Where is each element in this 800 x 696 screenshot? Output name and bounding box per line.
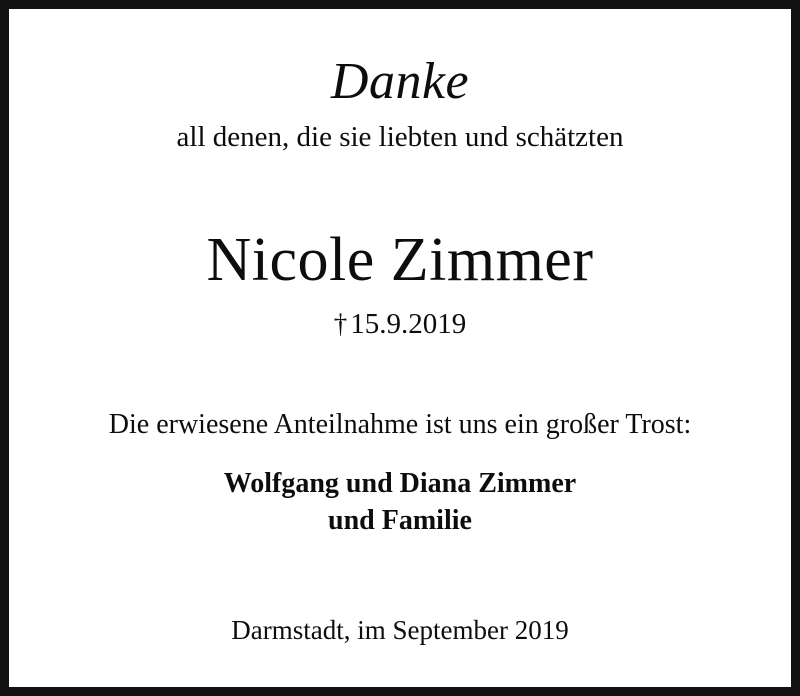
signer-line-1: Wolfgang und Diana Zimmer	[223, 467, 577, 499]
notice-subtitle: all denen, die sie liebten und schätzten	[176, 120, 624, 153]
signer-line-2: und Familie	[328, 504, 472, 536]
deceased-name: Nicole Zimmer	[206, 226, 594, 295]
place-and-date: Darmstadt, im September 2019	[231, 614, 569, 645]
cross-icon: †	[333, 309, 348, 340]
notice-heading: Danke	[330, 53, 470, 110]
death-date: 15.9.2019	[350, 308, 467, 341]
thanks-message: Die erwiesene Anteilnahme ist uns ein großer Trost:	[108, 409, 692, 441]
signers-block	[43, 466, 757, 540]
death-date-line	[43, 307, 757, 342]
notice-content	[9, 9, 791, 687]
